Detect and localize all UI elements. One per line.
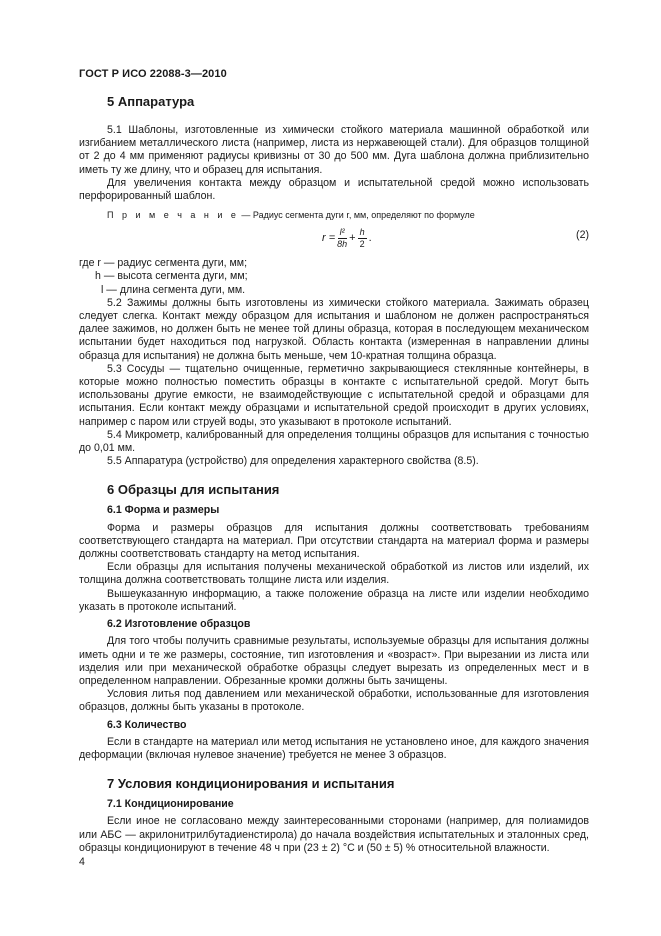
paragraph-6-1-2: Если образцы для испытания получены механической обработкой из листов или изделий, их толщина должна соответствовать толщине листа или изделия. [79,561,589,587]
paragraph-5-3: 5.3 Сосуды — тщательно очищенные, герметично закрывающиеся стеклянные контейнеры, в которые можно полностью поместить образцы в контакте с испытательной средой. Могут быть использованы другие емкости, не взаимодействующие с испытательной средой и образцами для испытания. Если контакт между образцами и испытательной средой происходит в других условиях, например с паром или струей воды, это указывают в протоколе испытаний. [79,362,589,428]
section-5-title: 5 Аппаратура [107,94,195,109]
paragraph-6-2-1: Для того чтобы получить сравнимые результаты, используемые образцы для испытания должны иметь одни и те же размеры, состояние, тип изготовления и «возраст». При вырезании из листа или изделия или при механической обработке образцы следует вырезать из определенных мест и в определенном направлении. Обрезанные кромки должны быть зачищены. [79,635,589,687]
formula-legend [79,257,589,297]
formula-lhs: r = [322,232,336,245]
paragraph-5-1: 5.1 Шаблоны, изготовленные из химически стойкого материала машинной обработкой или изгибанием металлического листа (например, листа из нержавеющей стали). Для образцов толщиной от 2 до 4 мм применяют радиусы кривизны от 30 до 500 мм. Дуга шаблона должна приблизительно иметь ту же длину, что и образец для испытания. [79,124,589,176]
legend-l: l — длина сегмента дуги, мм. [101,283,246,296]
fraction-2-numerator: h [359,227,365,238]
paragraph-5-5: 5.5 Аппаратура (устройство) для определения характерного свойства (8.5). [107,455,479,468]
note-text: — Радиус сегмента дуги r, мм, определяют по формуле [238,210,475,221]
paragraph-6-3-1: Если в стандарте на материал или метод испытания не установлено иное, для каждого значения деформации (включая нулевое значение) требуется не менее 3 образцов. [79,735,589,761]
section-6-title: 6 Образцы для испытания [107,482,280,498]
formula-plus: + [349,232,356,245]
formula-number: (2) [576,229,589,242]
formula [79,223,589,257]
fraction-2-denominator: 2 [359,239,365,250]
subsection-7-1-title: 7.1 Кондиционирование [107,798,234,811]
subsection-6-2-title: 6.2 Изготовление образцов [107,618,251,631]
formula-fraction-1 [337,227,347,250]
fraction-1-denominator: 8h [337,239,348,250]
note [79,209,589,221]
paragraph-6-1-3: Вышеуказанную информацию, а также положение образца на листе или изделии необходимо указать в протоколе испытаний. [79,587,589,613]
paragraph-5-2: 5.2 Зажимы должны быть изготовлены из химически стойкого материала. Зажимать образец следует слегка. Контакт между образцом для испытания и шаблоном не должен распространяться далее зажимов, но должен быть не менее той длины образца, которая в последующем механическом испытании будет находиться под нагрузкой. Область контакта (измеренная в направлении длины образца для испытания) не должна быть меньше, чем 10-кратная толщина образца. [79,296,589,362]
section-7-title: 7 Условия кондиционирования и испытания [107,776,395,792]
page-number: 4 [79,856,85,868]
paragraph-6-2-2: Условия литья под давлением или механической обработки, использованные для изготовления образцов, должны быть указаны в протоколе. [79,688,589,714]
paragraph-5-4: 5.4 Микрометр, калиброванный для определения толщины образцов для испытания с точностью до 0,01 мм. [79,428,589,455]
paragraph-6-1-1: Форма и размеры образцов для испытания должны соответствовать требованиям соответствующего стандарта на материал. При отсутствии стандарта на материал форма и размеры должны соответствовать стандарту на метод испытания. [79,521,589,561]
note-label: П р и м е ч а н и е [107,210,239,221]
fraction-1-numerator: l² [339,227,345,238]
paragraph-7-1-1: Если иное не согласовано между заинтересованными сторонами (например, для полиамидов или АБС — акрилонитрилбутадиенстирола) до начала воздействия испытательных и эталонных сред, образцы кондиционируют в течение 48 ч при (23 ± 2) °С и (50 ± 5) % относительной влажности. [79,815,589,854]
legend-h: h — высота сегмента дуги, мм; [95,270,248,283]
document-header: ГОСТ Р ИСО 22088-3—2010 [79,68,227,80]
formula-fraction-2 [358,227,367,250]
subsection-6-3-title: 6.3 Количество [107,718,187,731]
subsection-6-1-title: 6.1 Форма и размеры [107,504,220,517]
paragraph-5-1-b: Для увеличения контакта между образцом и испытательной средой можно использовать перфорированный шаблон. [79,176,589,203]
legend-r: где r — радиус сегмента дуги, мм; [79,257,248,270]
document-body [79,94,589,855]
formula-end: . [368,232,372,245]
